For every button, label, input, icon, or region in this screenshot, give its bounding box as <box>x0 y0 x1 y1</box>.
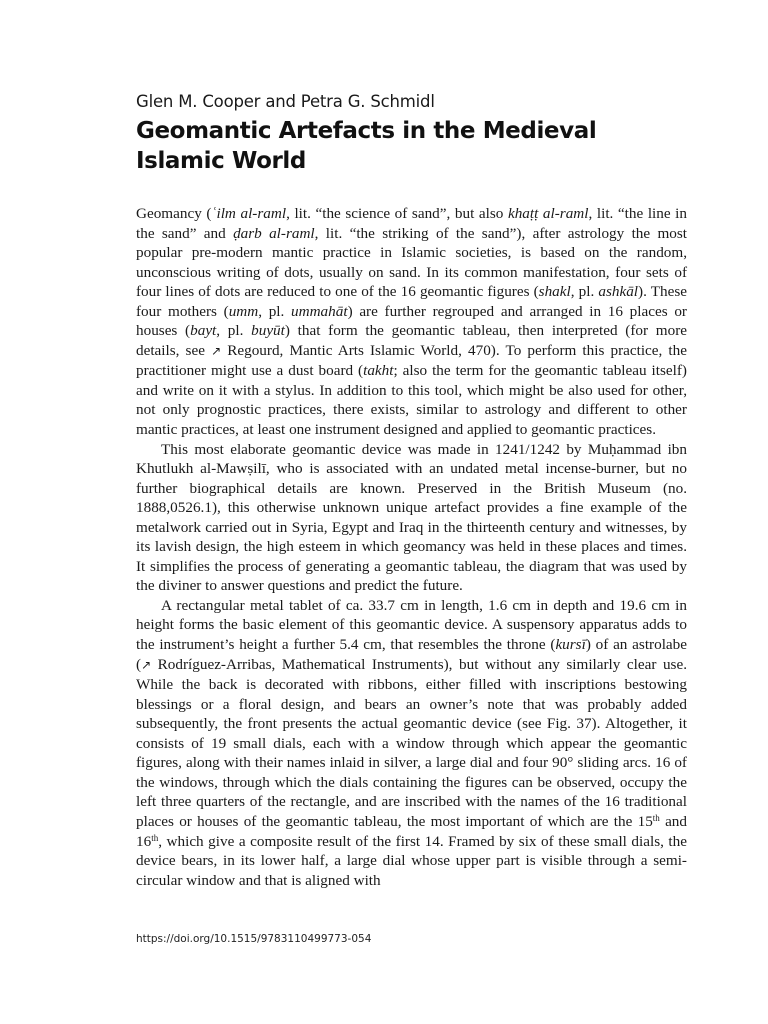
cross-reference-text[interactable]: Rodríguez-Arribas, Mathematical Instruments), but without any similarly clear use. While the back is decorated with ribbons, either filled with inscriptions bestowing blessings or a floral design, and bears an owner’s note that was probably added subsequently, the front presents the actual geomantic device (see Fig. 37). Altogether, it consists of 19 small dials, each with a window through which appear the geomantic figures, along with their names inlaid in silver, a large dial and four 90° sliding arcs. 16 of the windows, through which the dials containing the figures can be observed, occupy the left three quarters of the rectangle, and are inscribed with the names of the 16 traditional places or houses of the geomantic tableau, the most important of which are the 15 <box>136 655 687 830</box>
chapter-authors: Glen M. Cooper and Petra G. Schmidl <box>136 92 435 111</box>
italic-term: takht <box>363 362 394 380</box>
text-run: A rectangular metal tablet of ca. 33.7 cm in length, 1.6 cm in depth and 19.6 cm in height forms the basic element of this geomantic device. A suspensory apparatus adds to the instrument’s height a further 5.4 cm, that resembles the throne ( <box>136 596 687 654</box>
italic-term: shakl <box>538 283 571 301</box>
italic-term: ashkāl <box>598 283 639 301</box>
text-run: ) that form the geomantic tableau, then interpreted (for more details, see <box>136 322 687 359</box>
cross-reference-arrow-icon: ↗ <box>141 657 152 672</box>
text-run: ) of an astrolabe ( <box>136 636 687 673</box>
text-run: , lit. “the science of sand”, but also <box>286 205 508 222</box>
paragraph-3 <box>136 596 687 890</box>
text-run: , which give a composite result of the first 14. Framed by six of these small dials, the device bears, in its lower half, a large dial whose upper part is visible through a semi-circular window and that is aligned with <box>136 832 687 889</box>
cross-reference-text[interactable]: Regourd, Mantic Arts Islamic World, 470). To perform this practice, the practitioner might use a dust board ( <box>136 341 687 380</box>
text-run: Geomancy ( <box>136 205 212 222</box>
italic-term: kursī <box>555 636 586 654</box>
italic-term: buyūt <box>251 322 285 340</box>
doi-link[interactable]: https://doi.org/10.1515/9783110499773-054 <box>136 933 372 945</box>
text-run: , pl. <box>216 322 252 340</box>
chapter-title-line-2: Islamic World <box>136 148 306 174</box>
italic-term: ḍarb al-raml <box>233 224 315 242</box>
text-run: , pl. <box>258 302 292 320</box>
italic-term: ummahāt <box>291 302 348 320</box>
italic-term: khaṭṭ al-raml <box>507 205 589 222</box>
ordinal-superscript: th <box>151 832 159 843</box>
cross-reference-arrow-icon: ↗ <box>211 343 222 358</box>
paragraph-1 <box>136 204 687 440</box>
italic-term: bayt <box>190 322 217 340</box>
ordinal-superscript: th <box>652 812 660 823</box>
italic-term: ʿilm al-raml <box>211 205 287 222</box>
paragraph-2: This most elaborate geomantic device was made in 1241/1242 by Muḥammad ibn Khutlukh al-Mawṣilī, who is associated with an undated metal incense-burner, but no further biographical details are known. Preserved in the British Museum (no. 1888,0526.1), this otherwise unknown unique artefact provides a fine example of the metalwork carried out in Syria, Egypt and Iraq in the thirteenth century and witnesses, by its lavish design, the high esteem in which geomancy was held in these places and times. It simplifies the process of generating a geomantic tableau, the diagram that was used by the diviner to answer questions and predict the future. <box>136 440 687 595</box>
chapter-title-line-1: Geomantic Artefacts in the Medieval <box>136 118 597 144</box>
text-run: , lit. “the striking of the sand”), after astrology the most popular pre-modern mantic practice in Islamic societies, is based on the random, unconscious writing of dots, usually on sand. In its common manifestation, four sets of four lines of dots are reduced to one of the 16 geomantic figures ( <box>136 224 687 301</box>
text-run: , pl. <box>570 283 599 301</box>
chapter-title <box>136 116 696 176</box>
text-run: ) are further regrouped and arranged in 16 places or houses ( <box>136 302 687 340</box>
text-run: ). These four mothers ( <box>136 283 687 320</box>
text-run: , lit. “the line in the sand” and <box>136 205 687 242</box>
text-run: ; also the term for the geomantic tableau itself) and write on it with a stylus. In addition to this tool, which might be also used for other, not only prognostic practices, there exists, similar to astrology and different to other mantic practices, at least one instrument designed and applied to geomantic practices. <box>136 362 687 439</box>
italic-term: umm <box>228 302 259 320</box>
chapter-body <box>136 204 687 890</box>
text-run: and 16 <box>136 812 687 850</box>
